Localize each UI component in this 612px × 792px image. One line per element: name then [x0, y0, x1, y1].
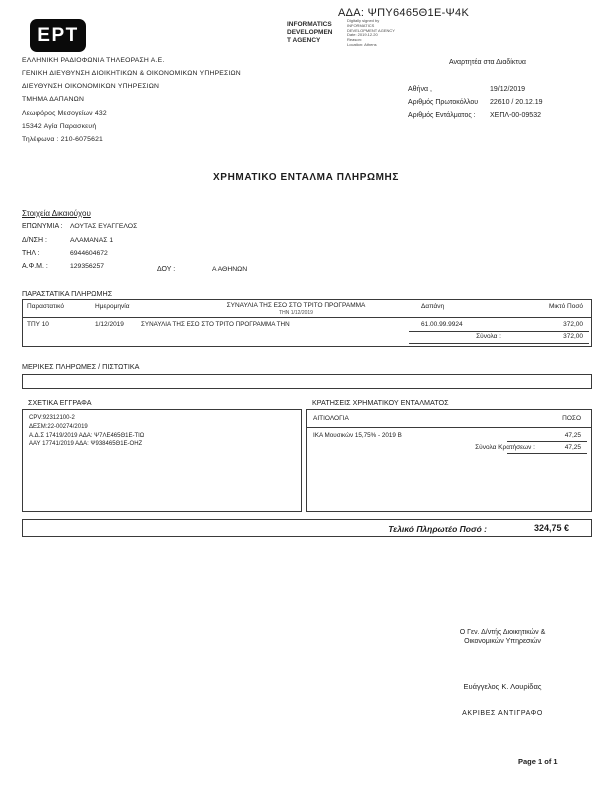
invoices-sum-rule-bottom: [409, 343, 589, 344]
invoice-row-expense-code: 61.00.99.9924: [421, 321, 463, 328]
beneficiary-heading: Στοιχεία Δικαιούχου: [22, 209, 91, 218]
page-number: Page 1 of 1: [518, 757, 558, 766]
page-title: ΧΡΗΜΑΤΙΚΟ ΕΝΤΑΛΜΑ ΠΛΗΡΩΜΗΣ: [213, 172, 399, 183]
beneficiary-phone-label: ΤΗΛ :: [22, 250, 40, 257]
certified-copy-label: ΑΚΡΙΒΕΣ ΑΝΤΙΓΡΑΦΟ: [462, 710, 543, 717]
protocol-label: Αριθμός Πρωτοκόλλου: [408, 99, 479, 106]
deductions-sum-rule-bottom: [507, 453, 587, 454]
beneficiary-address-label: Δ/ΝΣΗ :: [22, 237, 47, 244]
deduction-row-reason: ΙΚΑ Μουσικών 15,75% - 2019 Β: [313, 432, 402, 439]
deductions-col-amount: ΠΟΣΟ: [562, 415, 581, 422]
beneficiary-address-value: ΑΛΑΜΑΝΑΣ 1: [70, 237, 114, 244]
signature-detail-line: Digitally signed by: [347, 18, 380, 23]
ert-logo-text: ΕΡΤ: [37, 24, 79, 46]
col-header-gross: Μικτό Ποσό: [548, 303, 583, 310]
org-line: ΤΜΗΜΑ ΔΑΠΑΝΩΝ: [22, 96, 85, 103]
signature-detail-line: DEVELOPMENT AGENCY: [347, 27, 395, 33]
final-amount-value: 324,75 €: [533, 523, 569, 533]
invoices-heading: ΠΑΡΑΣΤΑΤΙΚΑ ΠΛΗΡΩΜΗΣ: [22, 289, 113, 298]
signature-details-block: [347, 19, 395, 48]
beneficiary-afm-label: Α.Φ.Μ. :: [22, 263, 48, 270]
ada-code: ΑΔΑ: ΨΠΥ6465Θ1Ε-Ψ4Κ: [338, 7, 470, 19]
order-number-label: Αριθμός Εντάλματος :: [408, 112, 476, 119]
col-header-expense: Δαπάνη: [421, 303, 445, 310]
signatory-role-line1: Ο Γεν. Δ/ντής Διοικητικών &: [459, 629, 546, 636]
org-line: Λεωφόρος Μεσογείων 432: [22, 110, 107, 117]
deductions-col-reason: ΑΙΤΙΟΛΟΓΙΑ: [313, 415, 349, 422]
org-line: ΕΛΛΗΝΙΚΗ ΡΑΔΙΟΦΩΝΙΑ ΤΗΛΕΟΡΑΣΗ Α.Ε.: [22, 57, 165, 64]
org-line: ΓΕΝΙΚΗ ΔΙΕΥΘΥΝΣΗ ΔΙΟΙΚΗΤΙΚΩΝ & ΟΙΚΟΝΟΜΙΚΩΝ ΥΠΗΡΕΣΙΩΝ: [22, 70, 241, 77]
order-number-value: ΧΕΠΛ-00-09532: [490, 112, 541, 119]
related-docs-box: [22, 409, 302, 512]
final-amount-box: [22, 519, 592, 537]
related-doc-line: Α.Δ.Σ 17419/2019 ΑΔΑ: Ψ7ΛΕ465Θ1Ε-ΤΙΩ: [29, 432, 145, 439]
final-amount-label: Τελικό Πληρωτέο Ποσό :: [388, 524, 487, 534]
deductions-totals-label: Σύνολα Κρατήσεων :: [475, 444, 535, 451]
beneficiary-afm-value: 129356257: [70, 263, 105, 270]
deduction-row-amount: 47,25: [564, 432, 581, 439]
city-label: Αθήνα ,: [408, 86, 432, 93]
invoice-row-gross: 372,00: [563, 321, 583, 328]
signature-agency-line: DEVELOPMEN: [287, 29, 333, 37]
col-header-description-line2: ΤΗΝ 1/12/2019: [279, 310, 313, 316]
signature-detail-line: Reason:: [347, 37, 362, 43]
deductions-heading: ΚΡΑΤΗΣΕΙΣ ΧΡΗΜΑΤΙΚΟΥ ΕΝΤΑΛΜΑΤΟΣ: [312, 398, 449, 407]
invoice-row-description: ΣΥΝΑΥΛΙΑ ΤΗΣ ΕΣΟ ΣΤΟ ΤΡΙΤΟ ΠΡΟΓΡΑΜΜΑ ΤΗΝ: [141, 321, 290, 328]
invoices-totals-value: 372,00: [563, 333, 583, 340]
signatory-role-line2: Οικονομικών Υπηρεσιών: [464, 638, 541, 645]
related-doc-line: ΔΕΣΜ:22-00274/2019: [29, 423, 88, 430]
invoice-row-parastatiko: ΤΠΥ 10: [27, 321, 49, 328]
signature-detail-line: Date: 2019.12.20: [347, 32, 378, 38]
signature-agency-line: INFORMATICS: [287, 21, 332, 28]
deductions-totals-value: 47,25: [564, 444, 581, 451]
partial-payments-box: [22, 374, 592, 389]
signatory-role: [410, 628, 595, 646]
beneficiary-name-label: ΕΠΩΝΥΜΙΑ :: [22, 223, 63, 230]
related-docs-heading: ΣΧΕΤΙΚΑ ΕΓΓΡΑΦΑ: [28, 398, 92, 407]
signature-detail-line: Location: Athens: [347, 41, 377, 47]
related-doc-line: ΑΑΥ 17741/2019 ΑΔΑ: Ψ938465Θ1Ε-ΟΗΖ: [29, 441, 143, 448]
signature-detail-line: INFORMATICS: [347, 22, 375, 28]
beneficiary-phone-value: 6944604672: [70, 250, 108, 257]
deductions-sum-rule-top: [507, 441, 587, 442]
invoices-sum-rule-top: [409, 331, 589, 332]
deductions-box: [306, 409, 592, 512]
signature-agency-line: T AGENCY: [287, 37, 321, 45]
col-header-description-line1: ΣΥΝΑΥΛΙΑ ΤΗΣ ΕΣΟ ΣΤΟ ΤΡΙΤΟ ΠΡΟΓΡΑΜΜΑ: [226, 302, 366, 309]
invoices-table: [22, 299, 592, 347]
beneficiary-name-value: ΛΟΥΤΑΣ ΕΥΑΓΓΕΛΟΣ: [70, 223, 138, 230]
invoices-header-divider: [23, 317, 591, 318]
date-value: 19/12/2019: [490, 86, 526, 93]
beneficiary-doy-value: Α ΑΘΗΝΩΝ: [212, 266, 248, 273]
deductions-header-divider: [307, 427, 591, 428]
related-doc-line: CPV:92312100-2: [29, 415, 75, 421]
org-line: Τηλέφωνα : 210-6075621: [22, 136, 104, 143]
invoices-totals-label: Σύνολα :: [476, 333, 501, 340]
partial-payments-heading: ΜΕΡΙΚΕΣ ΠΛΗΡΩΜΕΣ / ΠΙΣΤΩΤΙΚΑ: [22, 362, 140, 371]
invoice-row-date: 1/12/2019: [95, 321, 124, 328]
protocol-value: 22610 / 20.12.19: [490, 99, 543, 106]
beneficiary-doy-label: ΔΟΥ :: [157, 266, 176, 273]
signature-agency-block: [287, 21, 333, 46]
org-line: ΔΙΕΥΘΥΝΣΗ ΟΙΚΟΝΟΜΙΚΩΝ ΥΠΗΡΕΣΙΩΝ: [22, 83, 160, 90]
col-header-parastatiko: Παραστατικό: [27, 303, 64, 310]
col-header-date: Ημερομηνία: [95, 303, 130, 310]
ert-logo: [30, 19, 86, 52]
org-line: 15342 Αγία Παρασκευή: [22, 123, 97, 130]
anartitea-note: Αναρτητέα στα Διαδίκτυα: [449, 59, 526, 66]
signatory-name: Ευάγγελος Κ. Λουρίδας: [463, 682, 542, 691]
